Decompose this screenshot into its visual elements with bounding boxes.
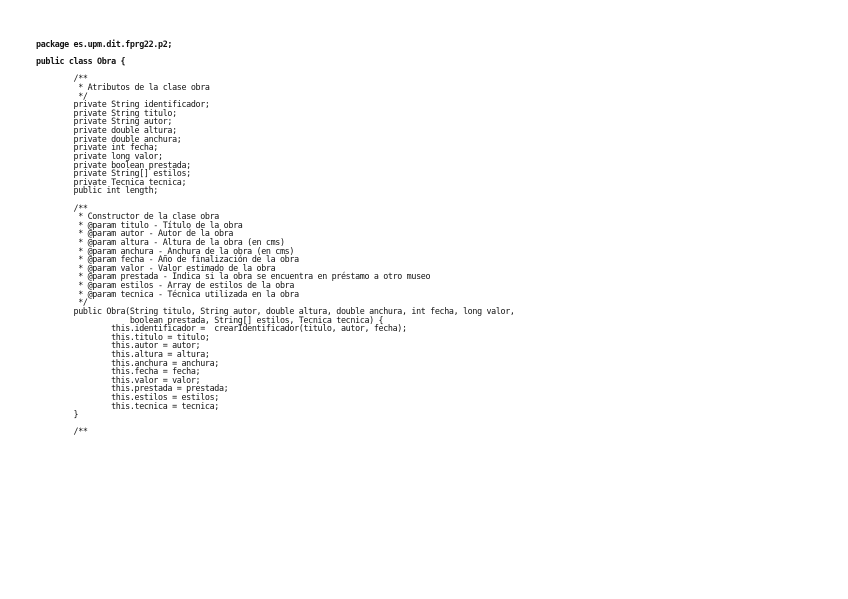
field-declaration: private String identificador; — [36, 99, 210, 110]
statement-line: this.tecnica = tecnica; — [36, 400, 219, 411]
code-line — [36, 419, 515, 428]
field-declaration: private long valor; — [36, 150, 163, 161]
statement-line: this.estilos = estilos; — [36, 391, 219, 402]
constructor-signature: boolean prestada, String[] estilos, Tecnica tecnica) { — [36, 314, 384, 325]
field-declaration: private String autor; — [36, 116, 173, 127]
comment-line: * @param anchura - Anchura de la obra (en cms) — [36, 245, 295, 256]
comment-line: * @param estilos - Array de estilos de la obra — [36, 280, 295, 291]
closing-brace: } — [36, 409, 79, 420]
code-line — [36, 66, 515, 75]
statement-line: this.identificador = crearIdentificador(titulo, autor, fecha); — [36, 323, 407, 334]
comment-line: */ — [36, 90, 88, 101]
class-declaration: public class Obra { — [36, 56, 126, 67]
comment-line: /** — [36, 73, 88, 84]
statement-line: this.altura = altura; — [36, 348, 210, 359]
comment-line: /** — [36, 202, 88, 213]
comment-line: * @param titulo - Título de la obra — [36, 219, 243, 230]
comment-line: * @param fecha - Año de finalización de la obra — [36, 254, 299, 265]
field-declaration: private Tecnica tecnica; — [36, 176, 187, 187]
comment-line: * @param autor - Autor de la obra — [36, 228, 234, 239]
field-declaration: private double anchura; — [36, 133, 182, 144]
comment-line: * Constructor de la clase obra — [36, 211, 219, 222]
code-line — [36, 195, 515, 204]
statement-line: this.prestada = prestada; — [36, 383, 229, 394]
code-block — [36, 40, 515, 436]
statement-line: this.autor = autor; — [36, 340, 201, 351]
field-declaration: private double altura; — [36, 125, 177, 136]
comment-line: * @param altura - Altura de la obra (en cms) — [36, 237, 285, 248]
statement-line: this.titulo = titulo; — [36, 331, 210, 342]
field-declaration: private String[] estilos; — [36, 168, 191, 179]
comment-line: /** — [36, 426, 88, 437]
comment-line: * @param tecnica - Técnica utilizada en la obra — [36, 288, 299, 299]
comment-line: */ — [36, 297, 88, 308]
statement-line: this.anchura = anchura; — [36, 357, 219, 368]
statement-line: this.fecha = fecha; — [36, 366, 201, 377]
field-declaration: private String titulo; — [36, 107, 177, 118]
field-declaration: private int fecha; — [36, 142, 158, 153]
constructor-signature: public Obra(String titulo, String autor, double altura, double anchura, int fecha, long valor, — [36, 305, 515, 316]
comment-line: * @param valor - Valor estimado de la obra — [36, 262, 276, 273]
comment-line: * @param prestada - Indica si la obra se encuentra en préstamo a otro museo — [36, 271, 431, 282]
comment-line: * Atributos de la clase obra — [36, 82, 210, 93]
package-declaration: package es.upm.dit.fprg22.p2; — [36, 39, 173, 49]
statement-line: this.valor = valor; — [36, 374, 201, 385]
field-declaration: public int length; — [36, 185, 158, 196]
field-declaration: private boolean prestada; — [36, 159, 191, 170]
